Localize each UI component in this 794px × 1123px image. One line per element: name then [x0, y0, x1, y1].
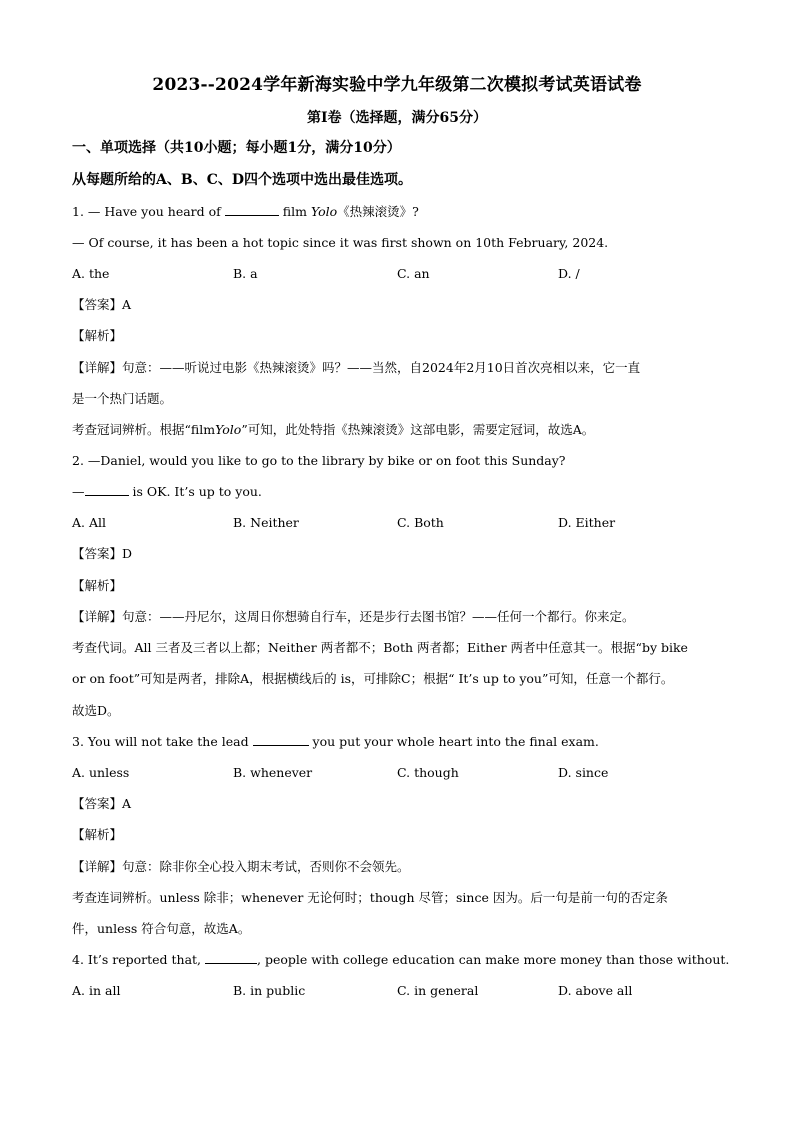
- page-subtitle: 第Ⅰ卷（选择题，满分65分）: [306, 110, 488, 126]
- q2-explanation-3: 故选D。: [72, 703, 120, 718]
- q2-option-a: A. All: [72, 515, 106, 530]
- q2-explanation-1: 考查代词。All 三者及三者以上都；Neither 两者都不；Both 两者都；Either 两者中任意其一。根据“by bike: [72, 640, 688, 655]
- q1-option-b: B. a: [233, 266, 258, 281]
- q2-option-c: C. Both: [397, 515, 444, 530]
- q1-stem-pre: 1. — Have you heard of: [72, 204, 221, 219]
- q1-answer: 【答案】A: [72, 297, 132, 312]
- q1-exp-pre: 考查冠词辨析。根据“film: [72, 422, 216, 437]
- q4-blank: [205, 951, 257, 964]
- question-4-stem: [72, 951, 729, 969]
- q2-option-b: B. Neither: [233, 515, 299, 530]
- q1-option-d: D. /: [558, 266, 580, 281]
- q1-stem-yolo: Yolo: [310, 204, 338, 219]
- q1-stem-post: 《热辣滚烫》?: [337, 204, 419, 219]
- section-instruction: 从每题所给的A、B、C、D四个选项中选出最佳选项。: [72, 172, 412, 188]
- question-1-reply: — Of course, it has been a hot topic since it was first shown on 10th February, 2024.: [72, 235, 609, 250]
- q4-stem-pre: 4. It’s reported that,: [72, 952, 202, 967]
- q3-option-a: A. unless: [72, 765, 130, 780]
- q1-detail-cont: 是一个热门话题。: [72, 391, 173, 406]
- q2-reply-post: is OK. It’s up to you.: [132, 484, 262, 499]
- page-title: 2023--2024学年新海实验中学九年级第二次模拟考试英语试卷: [152, 75, 642, 95]
- q4-stem-post: , people with college education can make more money than those without.: [257, 952, 730, 967]
- q2-analysis-label: 【解析】: [72, 578, 123, 593]
- question-2-options: [72, 514, 722, 532]
- q4-option-c: C. in general: [397, 983, 479, 998]
- question-1-options: [72, 265, 722, 283]
- q1-exp-post: ”可知，此处特指《热辣滚烫》这部电影，需要定冠词，故选A。: [241, 422, 595, 437]
- q4-option-b: B. in public: [233, 983, 306, 998]
- q2-reply-pre: —: [72, 484, 85, 499]
- q4-option-d: D. above all: [558, 983, 633, 998]
- section-heading: 一、单项选择（共10小题；每小题1分，满分10分）: [72, 140, 401, 156]
- q2-explanation-2: or on foot”可知是两者，排除A，根据横线后的 is，可排除C；根据“ It’s up to you”可知，任意一个都行。: [72, 671, 674, 686]
- question-4-options: [72, 982, 722, 1000]
- q3-detail: 【详解】句意：除非你全心投入期末考试，否则你不会领先。: [72, 859, 410, 874]
- q3-answer: 【答案】A: [72, 796, 132, 811]
- q3-blank: [253, 733, 309, 746]
- q2-detail: 【详解】句意：——丹尼尔，这周日你想骑自行车，还是步行去图书馆？——任何一个都行。你来定。: [72, 609, 635, 624]
- q1-stem-mid: film: [282, 204, 307, 219]
- q2-answer: 【答案】D: [72, 546, 133, 561]
- q1-exp-yolo: Yolo: [215, 422, 242, 437]
- q1-analysis-label: 【解析】: [72, 328, 123, 343]
- q1-explanation: [72, 421, 594, 439]
- q3-option-d: D. since: [558, 765, 609, 780]
- q2-blank: [85, 483, 129, 496]
- q1-detail: 【详解】句意：——听说过电影《热辣滚烫》吗？——当然，自2024年2月10日首次亮相以来，它一直: [72, 360, 641, 375]
- q4-option-a: A. in all: [72, 983, 121, 998]
- q3-stem-post: you put your whole heart into the final exam.: [312, 734, 599, 749]
- q3-explanation-2: 件，unless 符合句意，故选A。: [72, 921, 251, 936]
- q3-option-c: C. though: [397, 765, 459, 780]
- question-3-stem: [72, 733, 599, 751]
- q3-option-b: B. whenever: [233, 765, 313, 780]
- question-1-stem: [72, 203, 419, 221]
- q1-option-c: C. an: [397, 266, 430, 281]
- q3-explanation-1: 考查连词辨析。unless 除非；whenever 无论何时；though 尽管；since 因为。后一句是前一句的否定条: [72, 890, 668, 905]
- q3-analysis-label: 【解析】: [72, 827, 123, 842]
- question-2-stem: 2. —Daniel, would you like to go to the library by bike or on foot this Sunday?: [72, 453, 566, 468]
- question-2-reply: [72, 483, 262, 501]
- q3-stem-pre: 3. You will not take the lead: [72, 734, 249, 749]
- q1-blank: [225, 203, 279, 216]
- q1-option-a: A. the: [72, 266, 110, 281]
- q2-option-d: D. Either: [558, 515, 616, 530]
- question-3-options: [72, 764, 722, 782]
